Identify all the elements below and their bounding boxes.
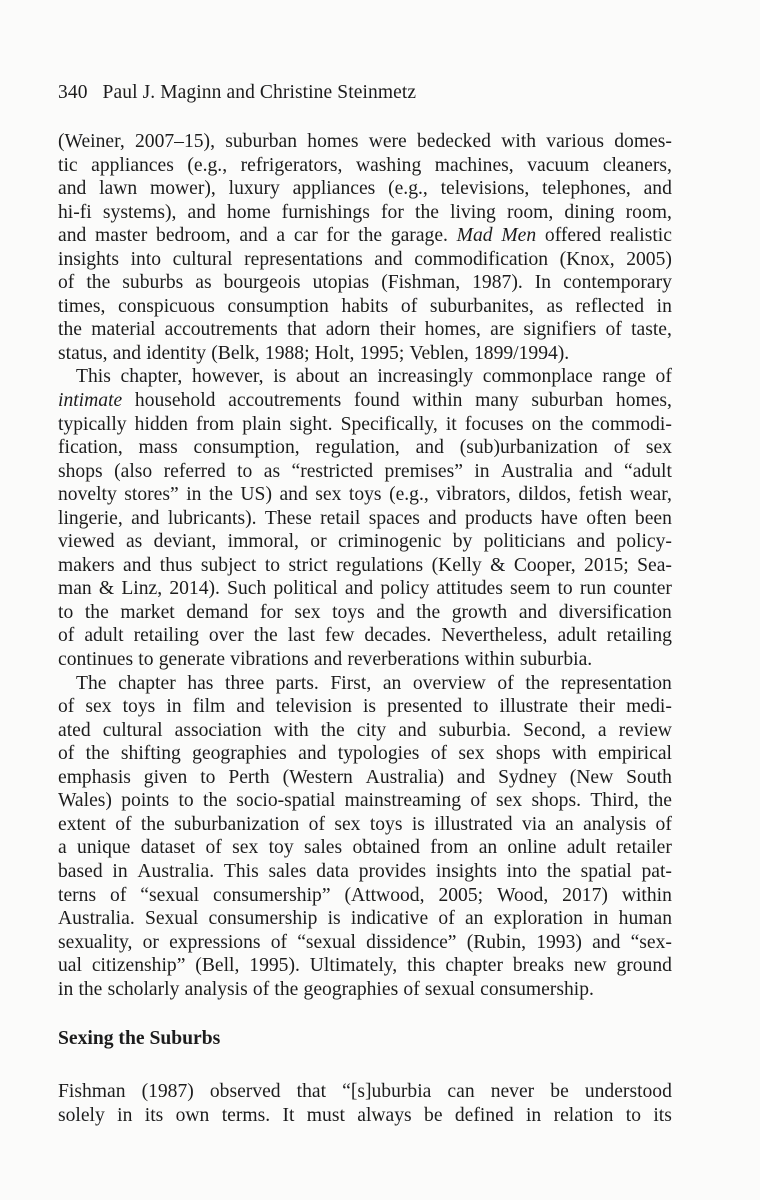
text-line: typically hidden from plain sight. Specifically, it focuses on the commodi- [58, 413, 672, 435]
text-line: Wales) points to the socio-spatial mainstreaming of sex shops. Third, the [58, 790, 672, 812]
text-line: based in Australia. This sales data provides insights into the spatial pat- [58, 860, 672, 882]
text-line: man & Linz, 2014). Such political and policy attitudes seem to run counter [58, 578, 672, 600]
text-line: solely in its own terms. It must always be defined in relation to its [58, 1104, 672, 1126]
section-paragraph [58, 1080, 672, 1127]
text-line: hi-fi systems), and home furnishings for the living room, dining room, [58, 201, 672, 223]
text-line: of sex toys in film and television is presented to illustrate their medi- [58, 696, 672, 718]
text-line: the material accoutrements that adorn their homes, are signifiers of taste, [58, 319, 672, 341]
paragraph [58, 672, 672, 1002]
paragraph [58, 130, 672, 365]
text-line: continues to generate vibrations and reverberations within suburbia. [58, 649, 593, 671]
text-line: a unique dataset of sex toy sales obtained from an online adult retailer [58, 837, 672, 859]
paragraph [58, 365, 672, 671]
text-line: of the suburbs as bourgeois utopias (Fishman, 1987). In contemporary [58, 272, 672, 294]
text-line: This chapter, however, is about an increasingly commonplace range of [76, 366, 672, 388]
text-line: to the market demand for sex toys and the growth and diversification [58, 601, 672, 623]
text-line: status, and identity (Belk, 1988; Holt, 1995; Veblen, 1899/1994). [58, 342, 570, 364]
text-line: in the scholarly analysis of the geographies of sexual consumership. [58, 978, 594, 1000]
text-line: ual citizenship” (Bell, 1995). Ultimately, this chapter breaks new ground [58, 955, 672, 977]
text-line: (Weiner, 2007–15), suburban homes were bedecked with various domes- [58, 131, 672, 152]
text-line: The chapter has three parts. First, an overview of the representation [76, 672, 672, 694]
text-line: lingerie, and lubricants). These retail spaces and products have often been [58, 507, 672, 529]
text-line: times, conspicuous consumption habits of suburbanites, as reflected in [58, 295, 672, 317]
text-line: emphasis given to Perth (Western Australia) and Sydney (New South [58, 766, 672, 788]
section-heading: Sexing the Suburbs [58, 1028, 221, 1049]
text-line: shops (also referred to as “restricted premises” in Australia and “adult [58, 460, 672, 482]
text-line: and lawn mower), luxury appliances (e.g., televisions, telephones, and [58, 178, 672, 200]
text-line: makers and thus subject to strict regulations (Kelly & Cooper, 2015; Sea- [58, 554, 672, 576]
text-line: extent of the suburbanization of sex toys is illustrated via an analysis of [58, 813, 672, 835]
text-line: insights into cultural representations and commodification (Knox, 2005) [58, 248, 672, 270]
text-line: of the shifting geographies and typologies of sex shops with empirical [58, 743, 672, 765]
text-line: fication, mass consumption, regulation, and (sub)urbanization of sex [58, 437, 672, 459]
body-text [58, 130, 672, 1001]
text-line: terns of “sexual consumership” (Attwood, 2005; Wood, 2017) within [58, 884, 672, 906]
text-line: of adult retailing over the last few decades. Nevertheless, adult retailing [58, 625, 672, 647]
text-line: intimate household accoutrements found within many suburban homes, [58, 390, 672, 412]
page-number: 340 [58, 82, 88, 103]
text-line: tic appliances (e.g., refrigerators, washing machines, vacuum cleaners, [58, 154, 672, 176]
text-line: sexuality, or expressions of “sexual dissidence” (Rubin, 1993) and “sex- [58, 931, 672, 953]
text-line: Fishman (1987) observed that “[s]uburbia can never be understood [58, 1081, 672, 1102]
author-names: Paul J. Maginn and Christine Steinmetz [102, 82, 417, 103]
text-line: Australia. Sexual consumership is indicative of an exploration in human [58, 908, 672, 930]
text-line: novelty stores” in the US) and sex toys (e.g., vibrators, dildos, fetish wear, [58, 484, 672, 506]
text-line: viewed as deviant, immoral, or criminogenic by politicians and policy- [58, 531, 672, 553]
text-line: and master bedroom, and a car for the garage. Mad Men offered realistic [58, 225, 672, 247]
running-header [58, 82, 416, 104]
text-line: ated cultural association with the city and suburbia. Second, a review [58, 719, 672, 741]
